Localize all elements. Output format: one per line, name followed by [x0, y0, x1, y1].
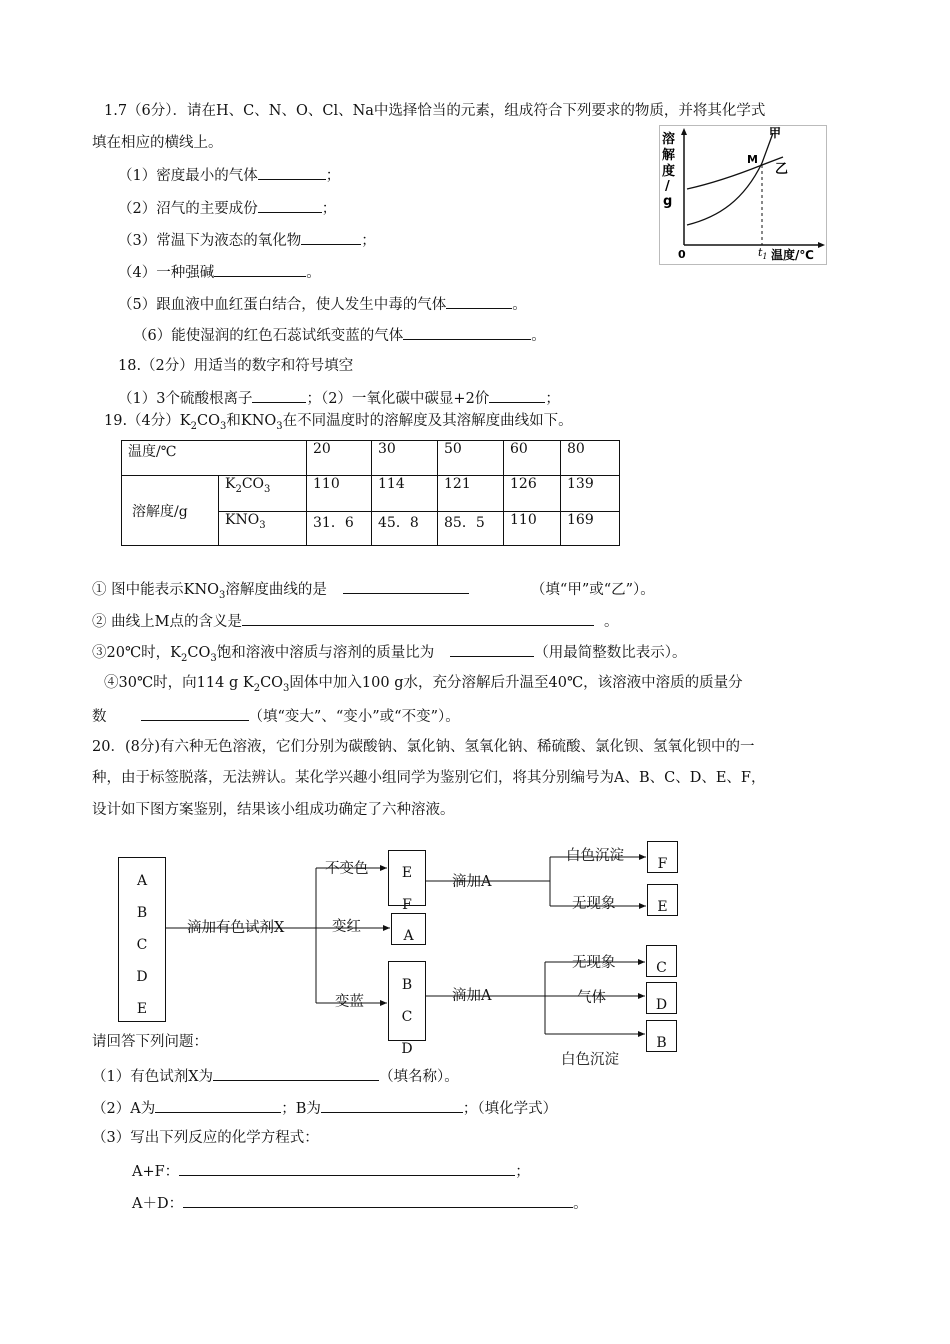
q18-header: 18.（2分）用适当的数字和符号填空: [118, 358, 354, 374]
flow-sample-letter: C: [136, 937, 148, 953]
q20-answer-a[interactable]: [155, 1097, 281, 1113]
q17-answer-3[interactable]: [301, 229, 361, 245]
flow-label-blue: 变蓝: [335, 994, 364, 1010]
q19-sub4-cont: [92, 705, 460, 727]
table-kno3-value: 45．8: [372, 512, 438, 546]
q20-answer-eq2[interactable]: [183, 1192, 573, 1208]
flow-sample-letter: A: [136, 873, 148, 889]
q18-end: ；: [545, 391, 560, 407]
flow-box-c: [646, 945, 677, 977]
q19-sub4-hint: （填“变大”、“变小”或“不变”）。: [248, 709, 460, 725]
q20-sub1: [92, 1065, 459, 1087]
flow-label-white-ppt-bottom: 白色沉淀: [561, 1052, 619, 1068]
q20-answer-eq1[interactable]: [179, 1160, 515, 1176]
y-label-char: 解: [662, 148, 676, 163]
table-solubility-label: 溶解度/g: [122, 476, 219, 546]
table-temp-label: 温度/℃: [122, 441, 307, 476]
origin-label: 0: [678, 248, 686, 261]
subscript: 3: [283, 682, 290, 694]
flow-letter: A: [403, 928, 414, 944]
flow-letter: B: [401, 977, 413, 993]
q19-sub3-text: CO: [187, 645, 211, 661]
q17-item-6-end: 。: [531, 328, 546, 344]
subscript: 2: [190, 420, 197, 432]
flow-label-add-x: 滴加有色试剂X: [187, 920, 285, 936]
q17-item-6: [133, 324, 546, 346]
q19-header-text: 和KNO: [226, 413, 277, 429]
flow-sample-letter: B: [136, 905, 148, 921]
q17-item-5-text: （5）跟血液中血红蛋白结合，使人发生中毒的气体: [118, 297, 447, 313]
q20-ask: 请回答下列问题：: [92, 1034, 208, 1050]
q17-item-3-text: （3）常温下为液态的氧化物: [118, 233, 302, 249]
q20-sub3: （3）写出下列反应的化学方程式：: [92, 1130, 319, 1146]
table-k2co3-value: 139: [561, 476, 620, 512]
q19-sub3: [92, 641, 687, 669]
flow-box-bcd: [388, 961, 426, 1057]
table-k2co3-label: $K_2CO_3$: [219, 476, 307, 512]
q20-sub1-text: （1）有色试剂X为: [92, 1069, 214, 1085]
q18-part2: ；（2）一氧化碳中碳显+2价: [306, 391, 490, 407]
q19-header-text: 19.（4分）K: [104, 413, 191, 429]
flow-label-gas: 气体: [577, 990, 606, 1006]
q17-item-4: [118, 261, 321, 283]
table-temp: 80: [561, 441, 620, 476]
label-m: M: [747, 153, 758, 166]
q19-header-text: CO: [197, 413, 220, 429]
table-kno3-value: 110: [504, 512, 561, 546]
q20-sub1-hint: （填名称）。: [379, 1069, 459, 1085]
q17-item-1: [118, 164, 340, 186]
y-label-char: g: [663, 194, 673, 209]
flow-sample-letter: D: [136, 969, 148, 985]
q18-line: [118, 387, 560, 409]
q19-answer-1[interactable]: [343, 578, 469, 594]
q20-line1: 20．(8分)有六种无色溶液，它们分别为碳酸钠、氯化钠、氢氧化钠、稀硫酸、氯化钡、氢氧化钡中的一: [92, 739, 755, 755]
q17-item-2-end: ；: [321, 201, 337, 217]
solubility-curve-graph: [659, 125, 827, 265]
q19-answer-3[interactable]: [450, 641, 534, 657]
q20-eq1: [132, 1160, 530, 1182]
q17-item-5: [118, 293, 527, 315]
flow-box-a: [391, 913, 426, 945]
q19-sub1-text: ① 图中能表示KNO: [92, 582, 220, 598]
q17-header-cont: 填在相应的横线上。: [92, 135, 223, 151]
q17-answer-2[interactable]: [258, 197, 322, 213]
flow-letter: F: [402, 897, 412, 913]
table-kno3-value: 31．6: [307, 512, 372, 546]
q19-header-text: 在不同温度时的溶解度及其溶解度曲线如下。: [282, 413, 573, 429]
q17-item-4-end: 。: [306, 265, 321, 281]
q19-sub1-text: 溶解度曲线的是: [225, 582, 327, 598]
q17-item-6-text: （6）能使湿润的红色石蕊试纸变蓝的气体: [133, 328, 404, 344]
q19-sub3-hint: （用最简整数比表示）。: [534, 645, 687, 661]
label-yi: 乙: [775, 162, 789, 177]
flow-letter: D: [401, 1041, 413, 1057]
q20-eq2-end: 。: [573, 1196, 588, 1212]
q17-item-3-end: ；: [361, 233, 376, 249]
q17-item-1-end: ；: [325, 168, 341, 184]
flow-label-no-phenomenon-bottom: 无现象: [572, 955, 616, 971]
q20-eq1-end: ；: [515, 1164, 530, 1180]
flow-label-red: 变红: [332, 919, 361, 935]
q19-sub1-hint: （填“甲”或“乙”）。: [530, 582, 655, 598]
q17-item-1-text: （1）密度最小的气体: [118, 168, 258, 184]
table-temp: 30: [372, 441, 438, 476]
q17-item-5-end: 。: [512, 297, 527, 313]
solubility-table: [121, 440, 620, 546]
q20-eq2-label: A＋D：: [132, 1196, 184, 1212]
flow-box-e: [647, 884, 678, 916]
q19-answer-4[interactable]: [141, 705, 249, 721]
q18-answer-2[interactable]: [489, 387, 545, 403]
q17-header: 1.7（6分）．请在H、C、N、O、Cl、Na中选择恰当的元素，组成符合下列要求的物质，并将其化学式: [104, 103, 766, 119]
flow-box-ef: [388, 850, 426, 913]
table-temp: 50: [438, 441, 504, 476]
flow-box-b: [646, 1020, 677, 1052]
q20-line2: 种，由于标签脱落，无法辨认。某化学兴趣小组同学为鉴别它们，将其分别编号为A、B、C、D、E、F，: [92, 770, 766, 786]
q19-sub3-text: ③20℃时，K: [92, 645, 182, 661]
q19-sub2: [92, 610, 618, 632]
flow-letter: D: [655, 997, 668, 1013]
subscript: 3: [219, 589, 226, 601]
subscript: 3: [276, 420, 283, 432]
q20-answer-reagent[interactable]: [213, 1065, 379, 1081]
table-k2co3-value: 121: [438, 476, 504, 512]
q20-sub2-text: （2）A为: [92, 1101, 156, 1117]
y-label-char: 度: [662, 164, 676, 179]
t1-label: $t_1$: [758, 246, 768, 261]
q19-sub4-text: CO: [260, 675, 284, 691]
q17-item-3: [118, 229, 376, 251]
q18-answer-1[interactable]: [252, 387, 306, 403]
flow-box-f: [647, 841, 678, 873]
table-temp: 20: [307, 441, 372, 476]
q17-answer-5[interactable]: [446, 293, 512, 309]
flow-letter: F: [657, 856, 668, 872]
q19-header: [104, 411, 573, 437]
x-axis-label: 温度/℃: [771, 248, 814, 262]
q20-eq2: [132, 1192, 588, 1214]
flow-box-samples: [118, 857, 166, 1022]
flow-sample-letter: E: [136, 1001, 148, 1017]
table-k2co3-value: 114: [372, 476, 438, 512]
y-label-char: /: [665, 179, 670, 194]
q20-sub2-hint: ；（填化学式）: [462, 1101, 558, 1117]
label-jia: 甲: [769, 126, 782, 140]
flow-box-d: [646, 982, 677, 1014]
q20-eq1-label: A+F：: [132, 1164, 180, 1180]
q19-sub4: [104, 673, 743, 699]
table-k2co3-value: 110: [307, 476, 372, 512]
q17-item-4-text: （4）一种强碱: [118, 265, 215, 281]
q20-sub2: [92, 1097, 557, 1119]
q19-sub4-text: 数: [92, 709, 107, 725]
table-k2co3-value: 126: [504, 476, 561, 512]
flow-letter: E: [657, 899, 668, 915]
q19-sub4-text: ④30℃时，向114 g K: [104, 675, 254, 691]
q19-sub4-text: 固体中加入100 g水，充分溶解后升温至40℃，该溶液中溶质的质量分: [289, 675, 743, 691]
q18-part1: （1）3个硫酸根离子: [118, 391, 253, 407]
flow-label-add-a-top: 滴加A: [452, 874, 492, 890]
q20-sub2-text: ；B为: [281, 1101, 321, 1117]
subscript: 3: [210, 652, 217, 664]
flow-label-no-change: 不变色: [325, 861, 369, 877]
flow-letter: C: [401, 1009, 413, 1025]
q17-answer-1[interactable]: [258, 164, 326, 180]
table-kno3-label: $KNO_3$: [219, 512, 307, 546]
q19-sub2-text: ② 曲线上M点的含义是: [92, 614, 242, 630]
q17-item-2: [118, 197, 336, 219]
y-label-char: 溶: [662, 132, 676, 147]
q17-answer-6[interactable]: [403, 324, 531, 340]
q20-line3: 设计如下图方案鉴别，结果该小组成功确定了六种溶液。: [92, 802, 455, 818]
subscript: 2: [253, 682, 261, 694]
q19-sub2-end: 。: [603, 614, 619, 630]
table-kno3-value: 169: [561, 512, 620, 546]
q19-sub1: [92, 578, 655, 606]
flow-label-add-a-bottom: 滴加A: [452, 988, 492, 1004]
flow-label-white-ppt-top: 白色沉淀: [566, 848, 624, 864]
q19-answer-2[interactable]: [242, 610, 594, 626]
flow-label-no-phenomenon-top: 无现象: [572, 896, 616, 912]
flow-letter: C: [656, 960, 667, 976]
q20-answer-b[interactable]: [321, 1097, 463, 1113]
table-temp: 60: [504, 441, 561, 476]
q17-answer-4[interactable]: [214, 261, 306, 277]
q17-item-2-text: （2）沼气的主要成份: [118, 201, 258, 217]
subscript: 2: [181, 652, 188, 664]
table-kno3-value: 85．5: [438, 512, 504, 546]
flow-letter: E: [401, 865, 413, 881]
subscript: 3: [219, 420, 227, 432]
flow-letter: B: [656, 1035, 667, 1051]
q19-sub3-text: 饱和溶液中溶质与溶剂的质量比为: [216, 645, 435, 661]
